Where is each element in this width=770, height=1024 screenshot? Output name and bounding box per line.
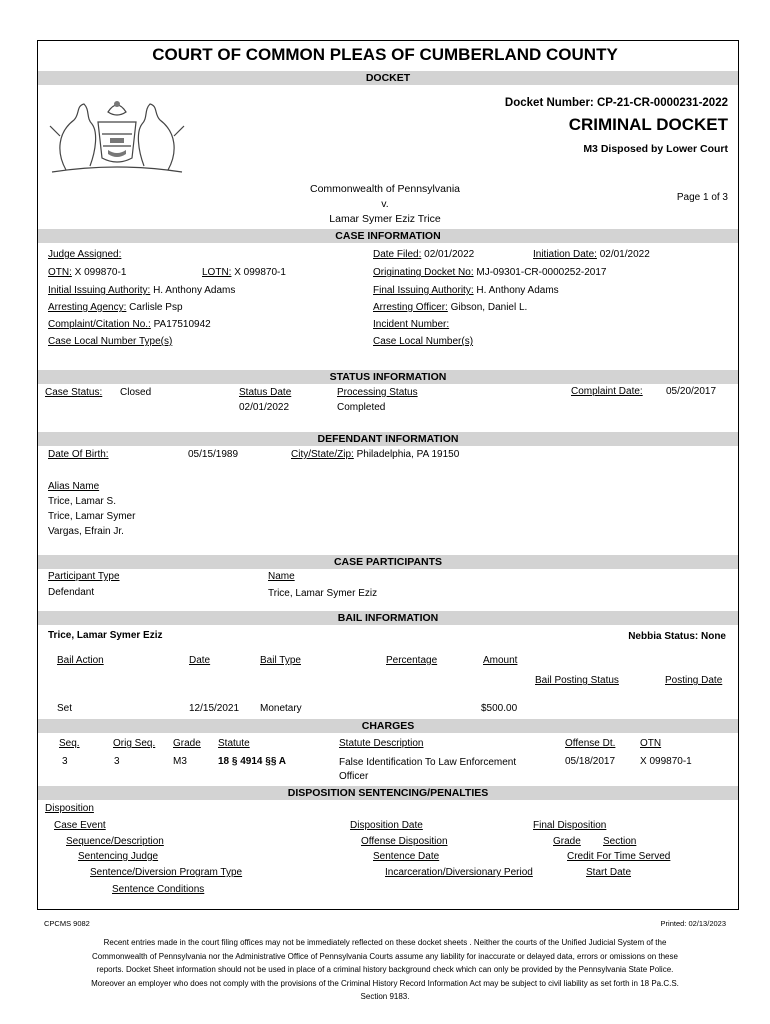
bail-type-value: Monetary: [260, 703, 302, 714]
disposition-note: M3 Disposed by Lower Court: [583, 143, 728, 155]
case-information-heading: CASE INFORMATION: [38, 229, 738, 243]
charge-otn-value: X 099870-1: [640, 756, 692, 767]
processing-status-label: Processing Status: [337, 387, 418, 398]
lotn-row: LOTN: X 099870-1: [202, 267, 286, 278]
charge-grade-label: Grade: [173, 738, 201, 749]
charge-offense-date-value: 05/18/2017: [565, 756, 616, 767]
complaint-row: Complaint/Citation No.: PA17510942: [48, 319, 211, 330]
nebbia-status: Nebbia Status: None: [628, 631, 726, 642]
sequence-description-label: Sequence/Description: [66, 836, 164, 847]
disposition-date-label: Disposition Date: [350, 820, 423, 831]
disposition-label: Disposition: [45, 803, 94, 814]
defendant-information-heading: DEFENDANT INFORMATION: [38, 432, 738, 446]
sentence-conditions-label: Sentence Conditions: [112, 884, 205, 895]
bail-percentage-label: Percentage: [386, 655, 438, 666]
case-status-label: Case Status:: [45, 387, 103, 398]
caption-line2: v.: [381, 198, 389, 210]
alias-item: Vargas, Efrain Jr.: [48, 526, 124, 537]
bail-information-heading: BAIL INFORMATION: [38, 611, 738, 625]
final-disposition-label: Final Disposition: [533, 820, 607, 831]
bail-action-value: Set: [57, 703, 73, 714]
disposition-section-label: Section: [603, 836, 637, 847]
disposition-heading: DISPOSITION SENTENCING/PENALTIES: [38, 786, 738, 800]
bail-posting-date-label: Posting Date: [665, 675, 723, 686]
charge-orig-seq-label: Orig Seq.: [113, 738, 156, 749]
offense-disposition-label: Offense Disposition: [361, 836, 448, 847]
form-id: CPCMS 9082: [44, 919, 90, 928]
participant-name-label: Name: [268, 571, 295, 582]
bail-amount-value: $500.00: [481, 703, 518, 714]
credit-time-served-label: Credit For Time Served: [567, 851, 671, 862]
incarceration-period-label: Incarceration/Diversionary Period: [385, 867, 533, 878]
local-type-label: Case Local Number Type(s): [48, 336, 173, 347]
charge-description-line1: False Identification To Law Enforcement: [339, 757, 517, 768]
local-number-label: Case Local Number(s): [373, 336, 474, 347]
incident-label: Incident Number:: [373, 319, 450, 330]
charge-offense-date-label: Offense Dt.: [565, 738, 616, 749]
participant-type-label: Participant Type: [48, 571, 120, 582]
alias-item: Trice, Lamar S.: [48, 496, 116, 507]
bail-person: Trice, Lamar Symer Eziz: [48, 630, 163, 641]
bail-date-label: Date: [189, 655, 211, 666]
charge-seq-label: Seq.: [59, 738, 80, 749]
arresting-officer-row: Arresting Officer: Gibson, Daniel L.: [373, 302, 528, 313]
complaint-date-label: Complaint Date:: [571, 386, 643, 397]
arresting-agency-row: Arresting Agency: Carlisle Psp: [48, 302, 183, 313]
otn-row: OTN: X 099870-1: [48, 267, 127, 278]
case-event-label: Case Event: [54, 820, 106, 831]
docket-type: CRIMINAL DOCKET: [568, 115, 728, 134]
charge-grade-value: M3: [173, 756, 187, 767]
originating-docket-row: Originating Docket No: MJ-09301-CR-0000252-2017: [373, 267, 607, 278]
case-status-value: Closed: [120, 387, 152, 398]
charge-statute-value: 18 § 4914 §§ A: [218, 756, 287, 767]
start-date-label: Start Date: [586, 867, 632, 878]
participant-type-value: Defendant: [48, 587, 95, 598]
status-information-heading: STATUS INFORMATION: [38, 370, 738, 384]
caption-line1: Commonwealth of Pennsylvania: [310, 183, 460, 195]
final-authority-row: Final Issuing Authority: H. Anthony Adams: [373, 285, 559, 296]
alias-label: Alias Name: [48, 481, 100, 492]
disposition-grade-label: Grade: [553, 836, 581, 847]
processing-status-value: Completed: [337, 402, 386, 413]
dob-label: Date Of Birth:: [48, 449, 109, 460]
sentencing-judge-label: Sentencing Judge: [78, 851, 159, 862]
initiation-row: Initiation Date: 02/01/2022: [533, 249, 650, 260]
bail-action-label: Bail Action: [57, 655, 104, 666]
initial-authority-row: Initial Issuing Authority: H. Anthony Adams: [48, 285, 236, 296]
pennsylvania-seal-icon: [46, 92, 188, 176]
docket-bar: DOCKET: [38, 71, 738, 85]
participant-name-value: Trice, Lamar Symer Eziz: [268, 588, 378, 599]
charge-description-line2: Officer: [339, 771, 369, 782]
bail-amount-label: Amount: [483, 655, 518, 666]
court-title: COURT OF COMMON PLEAS OF CUMBERLAND COUNTY: [152, 45, 618, 64]
charge-orig-seq-value: 3: [114, 756, 120, 767]
city-row: City/State/Zip: Philadelphia, PA 19150: [291, 449, 460, 460]
printed-date: Printed: 02/13/2023: [660, 919, 726, 928]
complaint-date-value: 05/20/2017: [666, 386, 717, 397]
sentence-date-label: Sentence Date: [373, 851, 440, 862]
bail-date-value: 12/15/2021: [189, 703, 240, 714]
case-participants-heading: CASE PARTICIPANTS: [38, 555, 738, 569]
date-filed-row: Date Filed: 02/01/2022: [373, 249, 475, 260]
bail-type-label: Bail Type: [260, 655, 301, 666]
disclaimer-note: Recent entries made in the court filing offices may not be immediately reflected on these docket sheets . Neither the courts of the Unified Judicial System of the Commonwealth of Pennsylvania nor the Administrative Office of Pennsylvania Courts assume any liability for inaccurate or delayed data, errors or omissions on these reports. Docket Sheet information should not be used in place of a criminal history background check which can only be provided by the Pennsylvania State Police. Moreover an employer who does not comply with the provisions of the Criminal History Record Information Act may be subject to civil liability as set forth in 18 Pa.C.S. Section 9183.: [91, 938, 679, 1001]
page-label: Page 1 of 3: [676, 192, 728, 203]
charge-otn-label: OTN: [640, 738, 662, 749]
caption-line3: Lamar Symer Eziz Trice: [329, 213, 441, 225]
docket-number: Docket Number: CP-21-CR-0000231-2022: [504, 97, 728, 109]
charges-heading: CHARGES: [38, 719, 738, 733]
sentence-program-label: Sentence/Diversion Program Type: [90, 867, 243, 878]
status-date-label: Status Date: [239, 387, 292, 398]
alias-item: Trice, Lamar Symer: [48, 511, 136, 522]
charge-description-label: Statute Description: [339, 738, 424, 749]
status-date-value: 02/01/2022: [239, 402, 290, 413]
dob-value: 05/15/1989: [188, 449, 239, 460]
bail-posting-status-label: Bail Posting Status: [535, 675, 619, 686]
judge-label: Judge Assigned:: [48, 249, 122, 260]
charge-seq-value: 3: [62, 756, 68, 767]
charge-statute-label: Statute: [218, 738, 250, 749]
